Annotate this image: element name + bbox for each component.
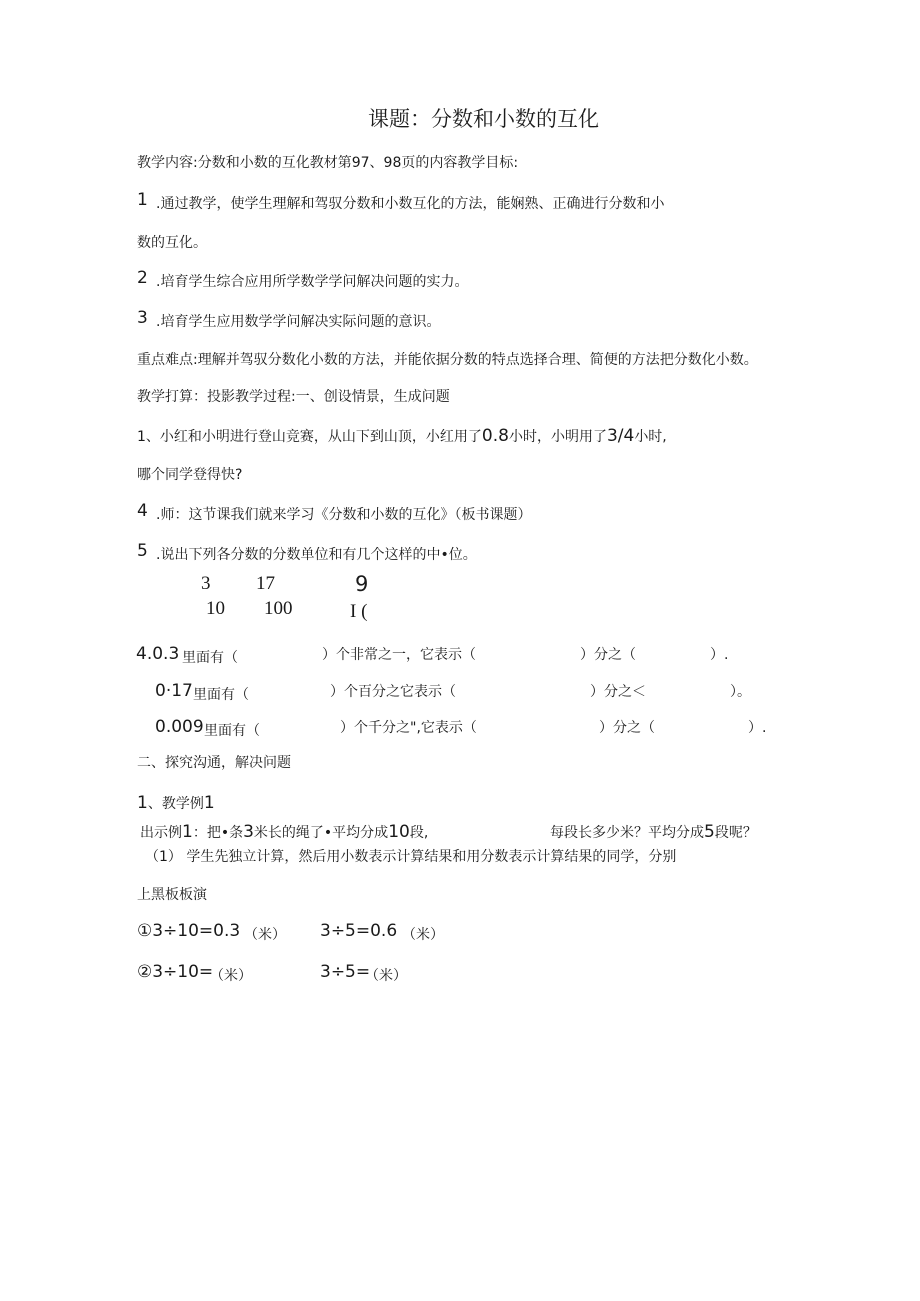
fill-row-3-label: 里面有（ [204, 723, 260, 739]
fill-row-3-part: ）分之（ [599, 720, 655, 736]
equation-2-right-unit: （米） [365, 968, 407, 984]
fill-row-1-mid: ）个非常之一，它表示（ [322, 647, 476, 663]
blackboard-line: 上黑板板演 [137, 887, 207, 903]
teaching-content-line: 教学内容:分数和小数的互化教材第97、98页的内容教学目标: [137, 155, 519, 171]
equation-2-left-unit: （米） [210, 968, 252, 984]
equation-1-right: 3÷5=0.6 [320, 921, 398, 941]
fill-row-1-part: ）分之（ [580, 647, 636, 663]
step-5-number: 5 [137, 541, 148, 561]
fill-row-1-value: 4.0.3 [136, 644, 180, 664]
fraction-1-denominator: 10 [206, 598, 225, 619]
step-1-line: （1） 学生先独立计算，然后用小数表示计算结果和用分数表示计算结果的同学，分别 [145, 849, 677, 865]
fraction-1-numerator: 3 [201, 573, 211, 594]
fraction-2-numerator: 17 [256, 573, 275, 594]
fill-row-2-mid: ）个百分之它表示（ [330, 684, 456, 700]
example-1-heading: 1、教学例1 [137, 793, 215, 813]
page-title: 课题：分数和小数的互化 [368, 107, 599, 131]
fraction-2-denominator: 100 [264, 598, 293, 619]
goal-2-text: .培育学生综合应用所学数学学问解决问题的实力。 [156, 274, 469, 290]
fill-row-2-end: ）。 [730, 684, 751, 700]
equation-1-left-unit: （米） [244, 927, 286, 943]
goal-1-continuation: 数的互化。 [137, 235, 207, 251]
step-4-text: .师：这节课我们就来学习《分数和小数的互化》（板书课题） [156, 507, 532, 523]
equation-2-left: ②3÷10= [137, 962, 214, 982]
equation-1-left: ①3÷10=0.3 [137, 921, 241, 941]
question-1-line: 1、小红和小明进行登山竞赛，从山下到山顶，小红用了0.8小时，小明用了3/4小时, [137, 426, 667, 446]
goal-3-text: .培育学生应用数学学问解决实际问题的意识。 [156, 314, 441, 330]
fraction-3-numerator: 9 [355, 572, 369, 596]
key-difficulty-line: 重点难点:理解并驾驭分数化小数的方法，并能依据分数的特点选择合理、简便的方法把分数化小数。 [137, 352, 758, 368]
equation-1-right-unit: （米） [402, 927, 444, 943]
fill-row-1-end: ）. [710, 647, 729, 663]
fill-row-2-label: 里面有（ [193, 687, 249, 703]
fill-row-3-end: ）. [748, 720, 767, 736]
example-1-statement-right: 每段长多少米？平均分成5段呢？ [550, 822, 757, 842]
goal-1-text: .通过教学，使学生理解和驾驭分数和小数互化的方法，能娴熟、正确进行分数和小 [156, 196, 665, 212]
goal-3-number: 3 [137, 308, 148, 328]
example-1-statement-left: 出示例1：把•条3米长的绳了•平均分成10段, [140, 822, 429, 842]
equation-2-right: 3÷5= [320, 962, 371, 982]
fill-row-3-value: 0.009 [155, 717, 204, 737]
goal-1-number: 1 [137, 190, 148, 210]
step-5-text: .说出下列各分数的分数单位和有几个这样的中•位。 [156, 547, 477, 563]
fill-row-3-mid: ）个千分之",它表示（ [340, 720, 477, 736]
goal-2-number: 2 [137, 268, 148, 288]
fill-row-2-part: ）分之＜ [590, 684, 646, 700]
question-1-continuation: 哪个同学登得快? [137, 467, 243, 483]
step-4-number: 4 [137, 501, 148, 521]
fill-row-1-label: 里面有（ [182, 650, 238, 666]
section-2-heading: 二、探究沟通，解决问题 [137, 755, 291, 771]
fill-row-2-value: 0·17 [155, 681, 193, 701]
fraction-3-denominator: I ( [350, 601, 368, 622]
teaching-plan-line: 教学打算：投影教学过程:一、创设情景，生成问题 [137, 389, 450, 405]
